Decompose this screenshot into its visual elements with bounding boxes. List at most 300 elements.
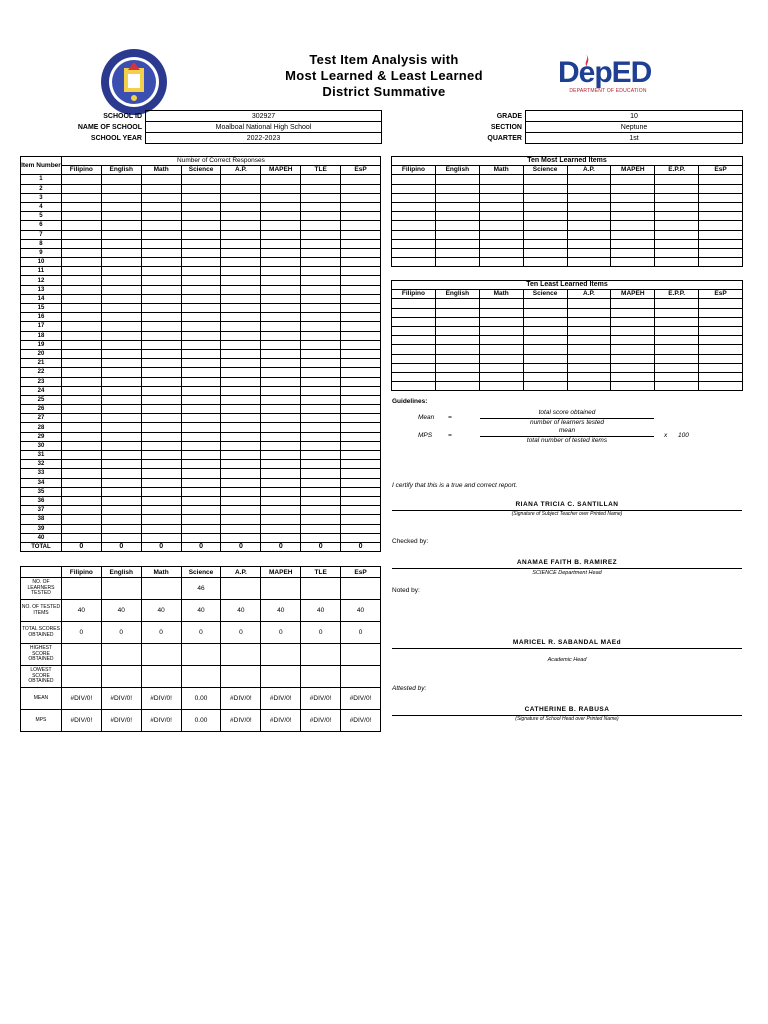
response-cell[interactable] [101,221,141,230]
response-cell[interactable] [301,441,341,450]
response-cell[interactable] [181,432,221,441]
response-cell[interactable] [181,423,221,432]
least-learned-cell[interactable] [523,345,567,354]
summary-cell[interactable]: 0 [341,622,381,644]
response-cell[interactable] [341,515,381,524]
least-learned-cell[interactable] [567,317,611,326]
most-learned-cell[interactable] [523,239,567,248]
response-cell[interactable] [141,496,181,505]
most-learned-cell[interactable] [479,193,523,202]
response-cell[interactable] [101,506,141,515]
response-cell[interactable] [61,248,101,257]
response-cell[interactable] [141,432,181,441]
least-learned-cell[interactable] [479,317,523,326]
most-learned-cell[interactable] [523,230,567,239]
least-learned-cell[interactable] [655,354,699,363]
response-cell[interactable] [101,451,141,460]
least-learned-cell[interactable] [523,363,567,372]
response-cell[interactable] [61,285,101,294]
response-cell[interactable] [301,285,341,294]
least-learned-cell[interactable] [435,308,479,317]
response-cell[interactable] [61,331,101,340]
response-cell[interactable] [221,248,261,257]
response-cell[interactable] [221,533,261,542]
response-cell[interactable] [301,414,341,423]
least-learned-cell[interactable] [523,326,567,335]
response-cell[interactable] [61,239,101,248]
response-cell[interactable] [141,405,181,414]
least-learned-cell[interactable] [479,354,523,363]
response-cell[interactable] [181,258,221,267]
most-learned-cell[interactable] [699,193,743,202]
least-learned-cell[interactable] [523,372,567,381]
most-learned-cell[interactable] [479,248,523,257]
response-cell[interactable] [181,340,221,349]
most-learned-cell[interactable] [611,258,655,267]
summary-cell[interactable] [221,578,261,600]
summary-cell[interactable] [301,644,341,666]
most-learned-cell[interactable] [479,175,523,184]
most-learned-cell[interactable] [699,202,743,211]
response-cell[interactable] [141,221,181,230]
most-learned-cell[interactable] [523,258,567,267]
response-cell[interactable] [141,239,181,248]
response-cell[interactable] [101,230,141,239]
response-cell[interactable] [141,267,181,276]
response-cell[interactable] [341,386,381,395]
response-cell[interactable] [341,193,381,202]
response-cell[interactable] [261,340,301,349]
response-cell[interactable] [261,349,301,358]
response-cell[interactable] [101,515,141,524]
summary-cell[interactable]: 40 [221,600,261,622]
response-cell[interactable] [341,524,381,533]
response-cell[interactable] [181,460,221,469]
least-learned-cell[interactable] [523,382,567,391]
response-cell[interactable] [301,368,341,377]
most-learned-cell[interactable] [611,212,655,221]
response-cell[interactable] [141,193,181,202]
least-learned-cell[interactable] [567,345,611,354]
least-learned-cell[interactable] [567,308,611,317]
response-cell[interactable] [101,304,141,313]
summary-cell[interactable] [101,578,141,600]
response-cell[interactable] [101,175,141,184]
response-cell[interactable] [141,533,181,542]
most-learned-cell[interactable] [523,221,567,230]
response-cell[interactable] [341,212,381,221]
response-cell[interactable] [301,230,341,239]
response-cell[interactable] [61,395,101,404]
summary-cell[interactable] [341,578,381,600]
response-cell[interactable] [61,258,101,267]
most-learned-cell[interactable] [611,202,655,211]
response-cell[interactable] [261,175,301,184]
response-cell[interactable] [61,368,101,377]
response-cell[interactable] [101,294,141,303]
response-cell[interactable] [341,349,381,358]
most-learned-cell[interactable] [435,212,479,221]
least-learned-cell[interactable] [392,382,436,391]
response-cell[interactable] [301,533,341,542]
response-cell[interactable] [181,506,221,515]
summary-cell[interactable]: #DIV/0! [341,710,381,732]
response-cell[interactable] [301,331,341,340]
least-learned-cell[interactable] [611,336,655,345]
response-cell[interactable] [221,304,261,313]
most-learned-cell[interactable] [611,184,655,193]
response-cell[interactable] [101,377,141,386]
least-learned-cell[interactable] [435,345,479,354]
most-learned-cell[interactable] [567,221,611,230]
most-learned-cell[interactable] [435,248,479,257]
most-learned-cell[interactable] [435,175,479,184]
response-cell[interactable] [101,469,141,478]
response-cell[interactable] [221,515,261,524]
summary-cell[interactable]: 40 [101,600,141,622]
response-cell[interactable] [61,359,101,368]
response-cell[interactable] [301,460,341,469]
least-learned-cell[interactable] [392,326,436,335]
least-learned-cell[interactable] [611,382,655,391]
response-cell[interactable] [101,395,141,404]
response-cell[interactable] [341,478,381,487]
response-cell[interactable] [61,423,101,432]
response-cell[interactable] [61,313,101,322]
summary-cell[interactable] [261,578,301,600]
response-cell[interactable] [301,524,341,533]
response-cell[interactable] [61,441,101,450]
most-learned-cell[interactable] [523,175,567,184]
response-cell[interactable] [141,212,181,221]
response-cell[interactable] [101,432,141,441]
response-cell[interactable] [181,414,221,423]
response-cell[interactable] [261,478,301,487]
response-cell[interactable] [101,441,141,450]
response-cell[interactable] [261,239,301,248]
response-cell[interactable] [301,423,341,432]
response-cell[interactable] [261,368,301,377]
most-learned-cell[interactable] [699,212,743,221]
response-cell[interactable] [301,386,341,395]
summary-cell[interactable]: 0 [101,622,141,644]
response-cell[interactable] [61,405,101,414]
least-learned-cell[interactable] [435,299,479,308]
summary-cell[interactable]: #DIV/0! [141,710,181,732]
response-cell[interactable] [61,460,101,469]
response-cell[interactable] [101,276,141,285]
most-learned-cell[interactable] [435,202,479,211]
response-cell[interactable] [141,248,181,257]
most-learned-cell[interactable] [611,175,655,184]
summary-cell[interactable]: 40 [181,600,221,622]
response-cell[interactable] [261,193,301,202]
most-learned-cell[interactable] [435,184,479,193]
least-learned-cell[interactable] [699,345,743,354]
response-cell[interactable] [141,322,181,331]
response-cell[interactable] [61,432,101,441]
summary-cell[interactable]: 40 [301,600,341,622]
response-cell[interactable] [301,340,341,349]
response-cell[interactable] [141,313,181,322]
response-cell[interactable] [181,349,221,358]
response-cell[interactable] [101,239,141,248]
response-cell[interactable] [261,221,301,230]
summary-cell[interactable] [61,666,101,688]
most-learned-cell[interactable] [567,212,611,221]
response-cell[interactable] [341,248,381,257]
response-cell[interactable] [181,478,221,487]
most-learned-cell[interactable] [611,230,655,239]
response-cell[interactable] [261,359,301,368]
least-learned-cell[interactable] [479,299,523,308]
school-name-value[interactable]: Moalboal National High School [146,122,382,133]
response-cell[interactable] [261,331,301,340]
response-cell[interactable] [221,221,261,230]
response-cell[interactable] [301,432,341,441]
response-cell[interactable] [141,506,181,515]
response-cell[interactable] [221,202,261,211]
response-cell[interactable] [61,386,101,395]
least-learned-cell[interactable] [479,345,523,354]
response-cell[interactable] [261,304,301,313]
response-cell[interactable] [181,368,221,377]
least-learned-cell[interactable] [392,299,436,308]
response-cell[interactable] [101,487,141,496]
response-cell[interactable] [301,515,341,524]
summary-cell[interactable]: 40 [141,600,181,622]
response-cell[interactable] [181,175,221,184]
response-cell[interactable] [101,322,141,331]
least-learned-cell[interactable] [392,354,436,363]
response-cell[interactable] [261,441,301,450]
section-value[interactable]: Neptune [526,122,743,133]
response-cell[interactable] [341,175,381,184]
response-cell[interactable] [341,405,381,414]
response-cell[interactable] [101,478,141,487]
response-cell[interactable] [221,239,261,248]
response-cell[interactable] [181,377,221,386]
response-cell[interactable] [261,212,301,221]
school-year-value[interactable]: 2022-2023 [146,133,382,144]
response-cell[interactable] [141,276,181,285]
most-learned-cell[interactable] [392,202,436,211]
response-cell[interactable] [301,395,341,404]
most-learned-cell[interactable] [655,175,699,184]
most-learned-cell[interactable] [567,193,611,202]
response-cell[interactable] [341,414,381,423]
response-cell[interactable] [181,331,221,340]
most-learned-cell[interactable] [655,248,699,257]
response-cell[interactable] [261,258,301,267]
response-cell[interactable] [221,414,261,423]
summary-cell[interactable]: 40 [341,600,381,622]
response-cell[interactable] [341,331,381,340]
response-cell[interactable] [221,386,261,395]
most-learned-cell[interactable] [699,184,743,193]
least-learned-cell[interactable] [479,336,523,345]
most-learned-cell[interactable] [655,258,699,267]
response-cell[interactable] [301,478,341,487]
least-learned-cell[interactable] [611,308,655,317]
response-cell[interactable] [221,331,261,340]
response-cell[interactable] [301,267,341,276]
response-cell[interactable] [61,469,101,478]
response-cell[interactable] [261,276,301,285]
response-cell[interactable] [61,221,101,230]
response-cell[interactable] [221,506,261,515]
response-cell[interactable] [221,368,261,377]
response-cell[interactable] [341,469,381,478]
response-cell[interactable] [221,377,261,386]
response-cell[interactable] [181,193,221,202]
least-learned-cell[interactable] [699,326,743,335]
response-cell[interactable] [181,469,221,478]
response-cell[interactable] [101,414,141,423]
least-learned-cell[interactable] [392,308,436,317]
response-cell[interactable] [61,496,101,505]
response-cell[interactable] [341,285,381,294]
response-cell[interactable] [141,285,181,294]
summary-cell[interactable]: #DIV/0! [101,688,141,710]
response-cell[interactable] [341,221,381,230]
response-cell[interactable] [141,184,181,193]
response-cell[interactable] [181,441,221,450]
summary-cell[interactable]: 0.00 [181,688,221,710]
least-learned-cell[interactable] [567,336,611,345]
response-cell[interactable] [141,460,181,469]
least-learned-cell[interactable] [435,372,479,381]
response-cell[interactable] [61,184,101,193]
response-cell[interactable] [181,405,221,414]
most-learned-cell[interactable] [655,193,699,202]
response-cell[interactable] [301,239,341,248]
least-learned-cell[interactable] [479,382,523,391]
response-cell[interactable] [61,276,101,285]
most-learned-cell[interactable] [567,248,611,257]
response-cell[interactable] [341,395,381,404]
summary-cell[interactable] [181,666,221,688]
least-learned-cell[interactable] [392,372,436,381]
most-learned-cell[interactable] [479,212,523,221]
response-cell[interactable] [261,524,301,533]
response-cell[interactable] [181,304,221,313]
response-cell[interactable] [141,377,181,386]
least-learned-cell[interactable] [523,308,567,317]
response-cell[interactable] [101,202,141,211]
most-learned-cell[interactable] [699,221,743,230]
response-cell[interactable] [141,414,181,423]
response-cell[interactable] [141,451,181,460]
most-learned-cell[interactable] [567,184,611,193]
summary-cell[interactable]: #DIV/0! [341,688,381,710]
summary-cell[interactable]: 0 [181,622,221,644]
summary-cell[interactable]: #DIV/0! [141,688,181,710]
least-learned-cell[interactable] [567,382,611,391]
response-cell[interactable] [221,423,261,432]
response-cell[interactable] [221,276,261,285]
summary-cell[interactable]: #DIV/0! [221,710,261,732]
response-cell[interactable] [61,202,101,211]
quarter-value[interactable]: 1st [526,133,743,144]
summary-cell[interactable] [141,666,181,688]
summary-cell[interactable] [141,644,181,666]
most-learned-cell[interactable] [392,239,436,248]
most-learned-cell[interactable] [435,258,479,267]
response-cell[interactable] [141,423,181,432]
response-cell[interactable] [221,267,261,276]
response-cell[interactable] [141,340,181,349]
summary-cell[interactable]: 40 [261,600,301,622]
response-cell[interactable] [141,515,181,524]
response-cell[interactable] [101,524,141,533]
response-cell[interactable] [101,313,141,322]
response-cell[interactable] [261,267,301,276]
most-learned-cell[interactable] [611,193,655,202]
response-cell[interactable] [221,487,261,496]
response-cell[interactable] [341,258,381,267]
response-cell[interactable] [261,395,301,404]
response-cell[interactable] [301,212,341,221]
response-cell[interactable] [141,524,181,533]
response-cell[interactable] [141,304,181,313]
least-learned-cell[interactable] [699,299,743,308]
response-cell[interactable] [301,405,341,414]
response-cell[interactable] [341,184,381,193]
response-cell[interactable] [301,313,341,322]
response-cell[interactable] [181,451,221,460]
least-learned-cell[interactable] [611,354,655,363]
response-cell[interactable] [181,267,221,276]
response-cell[interactable] [301,322,341,331]
response-cell[interactable] [61,230,101,239]
response-cell[interactable] [61,515,101,524]
response-cell[interactable] [221,230,261,239]
least-learned-cell[interactable] [523,299,567,308]
response-cell[interactable] [61,294,101,303]
most-learned-cell[interactable] [655,202,699,211]
response-cell[interactable] [261,506,301,515]
response-cell[interactable] [341,202,381,211]
response-cell[interactable] [261,533,301,542]
summary-cell[interactable] [61,578,101,600]
response-cell[interactable] [341,294,381,303]
response-cell[interactable] [141,175,181,184]
summary-cell[interactable]: 46 [181,578,221,600]
summary-cell[interactable]: 0 [141,622,181,644]
most-learned-cell[interactable] [392,184,436,193]
response-cell[interactable] [221,322,261,331]
response-cell[interactable] [101,285,141,294]
summary-cell[interactable]: #DIV/0! [301,710,341,732]
least-learned-cell[interactable] [699,372,743,381]
least-learned-cell[interactable] [435,326,479,335]
least-learned-cell[interactable] [699,382,743,391]
response-cell[interactable] [61,304,101,313]
most-learned-cell[interactable] [699,230,743,239]
response-cell[interactable] [61,340,101,349]
response-cell[interactable] [301,221,341,230]
least-learned-cell[interactable] [655,372,699,381]
response-cell[interactable] [61,524,101,533]
response-cell[interactable] [341,340,381,349]
response-cell[interactable] [101,193,141,202]
response-cell[interactable] [261,230,301,239]
response-cell[interactable] [221,359,261,368]
response-cell[interactable] [141,294,181,303]
least-learned-cell[interactable] [611,363,655,372]
response-cell[interactable] [261,322,301,331]
